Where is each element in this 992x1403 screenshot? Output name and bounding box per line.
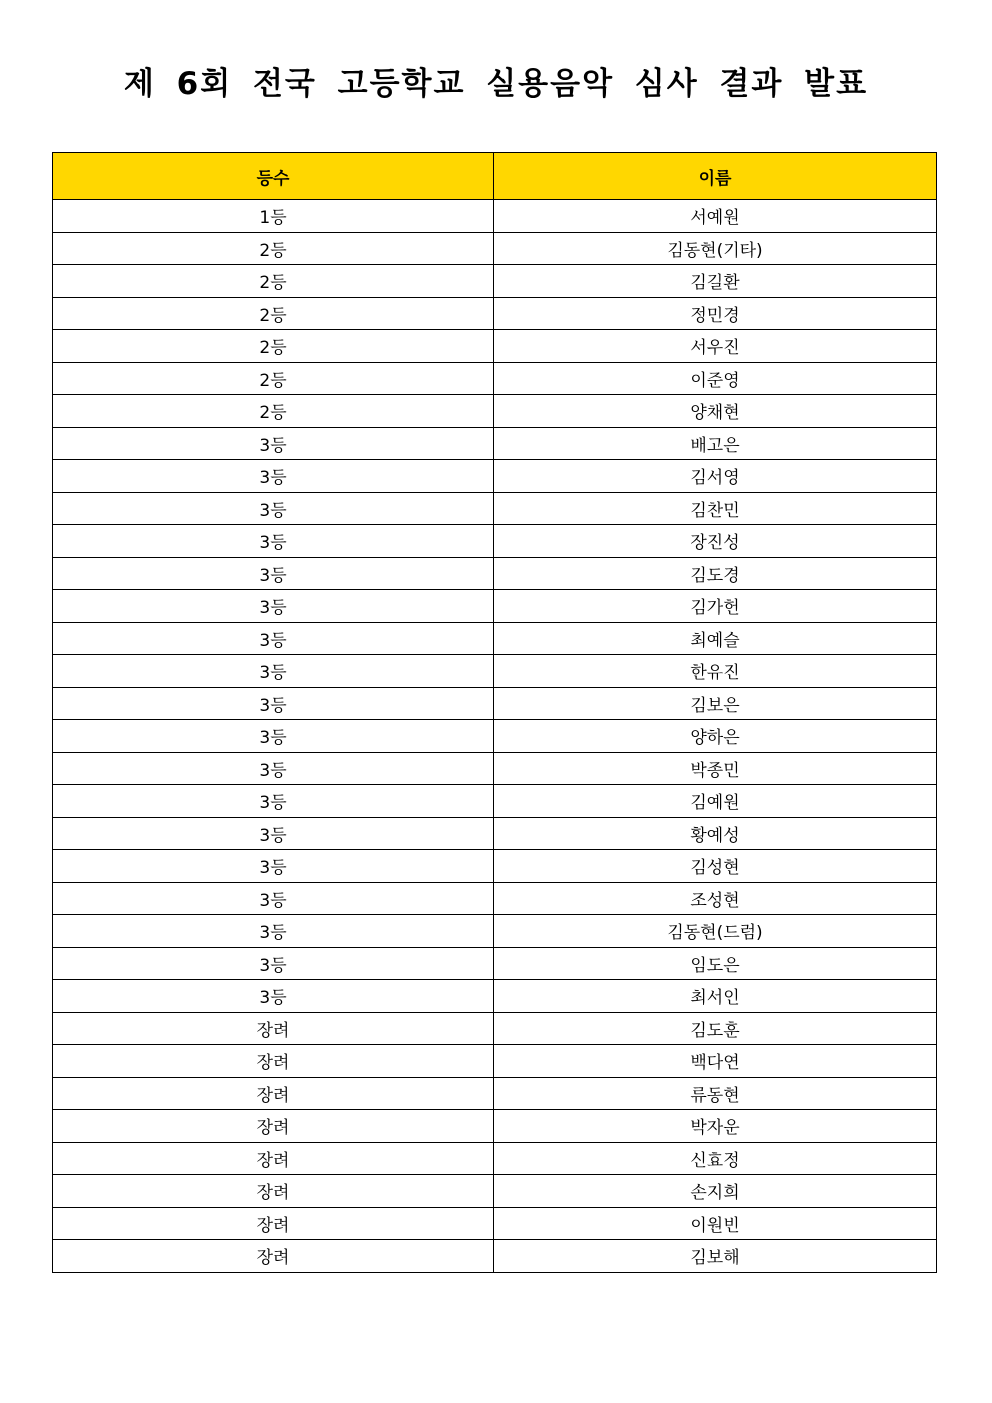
table-row [53, 297, 937, 330]
rank-cell: 3등 [53, 622, 494, 655]
name-cell: 김찬민 [494, 492, 937, 525]
name-cell: 김예원 [494, 785, 937, 818]
name-cell: 김동현(드럼) [494, 915, 937, 948]
name-cell: 김보은 [494, 687, 937, 720]
name-cell: 임도은 [494, 947, 937, 980]
rank-cell: 3등 [53, 752, 494, 785]
name-cell: 최서인 [494, 980, 937, 1013]
rank-cell: 장려 [53, 1207, 494, 1240]
name-cell: 김길환 [494, 265, 937, 298]
rank-cell: 2등 [53, 362, 494, 395]
name-cell: 박종민 [494, 752, 937, 785]
rank-cell: 장려 [53, 1077, 494, 1110]
name-cell: 한유진 [494, 655, 937, 688]
table-row [53, 655, 937, 688]
table-row [53, 882, 937, 915]
table-row [53, 915, 937, 948]
table-header-row [53, 153, 937, 200]
rank-cell: 장려 [53, 1175, 494, 1208]
rank-cell: 3등 [53, 947, 494, 980]
table-row [53, 330, 937, 363]
rank-cell: 3등 [53, 687, 494, 720]
rank-cell: 2등 [53, 395, 494, 428]
table-row [53, 1077, 937, 1110]
rank-cell: 3등 [53, 460, 494, 493]
table-row [53, 1045, 937, 1078]
page-title: 제 6회 전국 고등학교 실용음악 심사 결과 발표 [123, 66, 869, 102]
header-name: 이름 [494, 153, 937, 200]
rank-cell: 장려 [53, 1110, 494, 1143]
name-cell: 박자운 [494, 1110, 937, 1143]
header-rank: 등수 [53, 153, 494, 200]
table-row [53, 232, 937, 265]
rank-cell: 장려 [53, 1142, 494, 1175]
name-cell: 김가헌 [494, 590, 937, 623]
rank-cell: 3등 [53, 590, 494, 623]
table-row [53, 460, 937, 493]
name-cell: 손지희 [494, 1175, 937, 1208]
rank-cell: 3등 [53, 720, 494, 753]
rank-cell: 장려 [53, 1045, 494, 1078]
table-row [53, 1175, 937, 1208]
rank-cell: 3등 [53, 817, 494, 850]
rank-cell: 3등 [53, 655, 494, 688]
rank-cell: 3등 [53, 882, 494, 915]
rank-cell: 장려 [53, 1240, 494, 1273]
table-row [53, 687, 937, 720]
table-row [53, 200, 937, 233]
table-row [53, 785, 937, 818]
name-cell: 황예성 [494, 817, 937, 850]
rank-cell: 3등 [53, 915, 494, 948]
rank-cell: 2등 [53, 232, 494, 265]
rank-cell: 장려 [53, 1012, 494, 1045]
table-row [53, 720, 937, 753]
table-row [53, 265, 937, 298]
rank-cell: 3등 [53, 557, 494, 590]
rank-cell: 2등 [53, 297, 494, 330]
name-cell: 장진성 [494, 525, 937, 558]
table-row [53, 1207, 937, 1240]
name-cell: 배고은 [494, 427, 937, 460]
rank-cell: 3등 [53, 525, 494, 558]
rank-cell: 2등 [53, 330, 494, 363]
name-cell: 양채현 [494, 395, 937, 428]
table-row [53, 850, 937, 883]
name-cell: 김도경 [494, 557, 937, 590]
name-cell: 김도훈 [494, 1012, 937, 1045]
name-cell: 이준영 [494, 362, 937, 395]
rank-cell: 3등 [53, 427, 494, 460]
name-cell: 이원빈 [494, 1207, 937, 1240]
name-cell: 김동현(기타) [494, 232, 937, 265]
table-row [53, 622, 937, 655]
rank-cell: 3등 [53, 785, 494, 818]
rank-cell: 3등 [53, 850, 494, 883]
name-cell: 김서영 [494, 460, 937, 493]
table-row [53, 817, 937, 850]
name-cell: 서예원 [494, 200, 937, 233]
table-row [53, 492, 937, 525]
name-cell: 최예슬 [494, 622, 937, 655]
table-row [53, 980, 937, 1013]
name-cell: 백다연 [494, 1045, 937, 1078]
rank-cell: 2등 [53, 265, 494, 298]
table-row [53, 752, 937, 785]
table-body [53, 200, 937, 1273]
name-cell: 정민경 [494, 297, 937, 330]
table-row [53, 1240, 937, 1273]
name-cell: 김성현 [494, 850, 937, 883]
rank-cell: 1등 [53, 200, 494, 233]
table-row [53, 590, 937, 623]
table-row [53, 395, 937, 428]
name-cell: 신효정 [494, 1142, 937, 1175]
table-row [53, 1142, 937, 1175]
name-cell: 김보해 [494, 1240, 937, 1273]
name-cell: 양하은 [494, 720, 937, 753]
table-row [53, 1110, 937, 1143]
rank-cell: 3등 [53, 980, 494, 1013]
results-table [52, 152, 937, 1273]
name-cell: 조성현 [494, 882, 937, 915]
table-row [53, 362, 937, 395]
rank-cell: 3등 [53, 492, 494, 525]
table-row [53, 1012, 937, 1045]
table-row [53, 947, 937, 980]
name-cell: 서우진 [494, 330, 937, 363]
table-row [53, 557, 937, 590]
table-row [53, 427, 937, 460]
name-cell: 류동현 [494, 1077, 937, 1110]
table-row [53, 525, 937, 558]
